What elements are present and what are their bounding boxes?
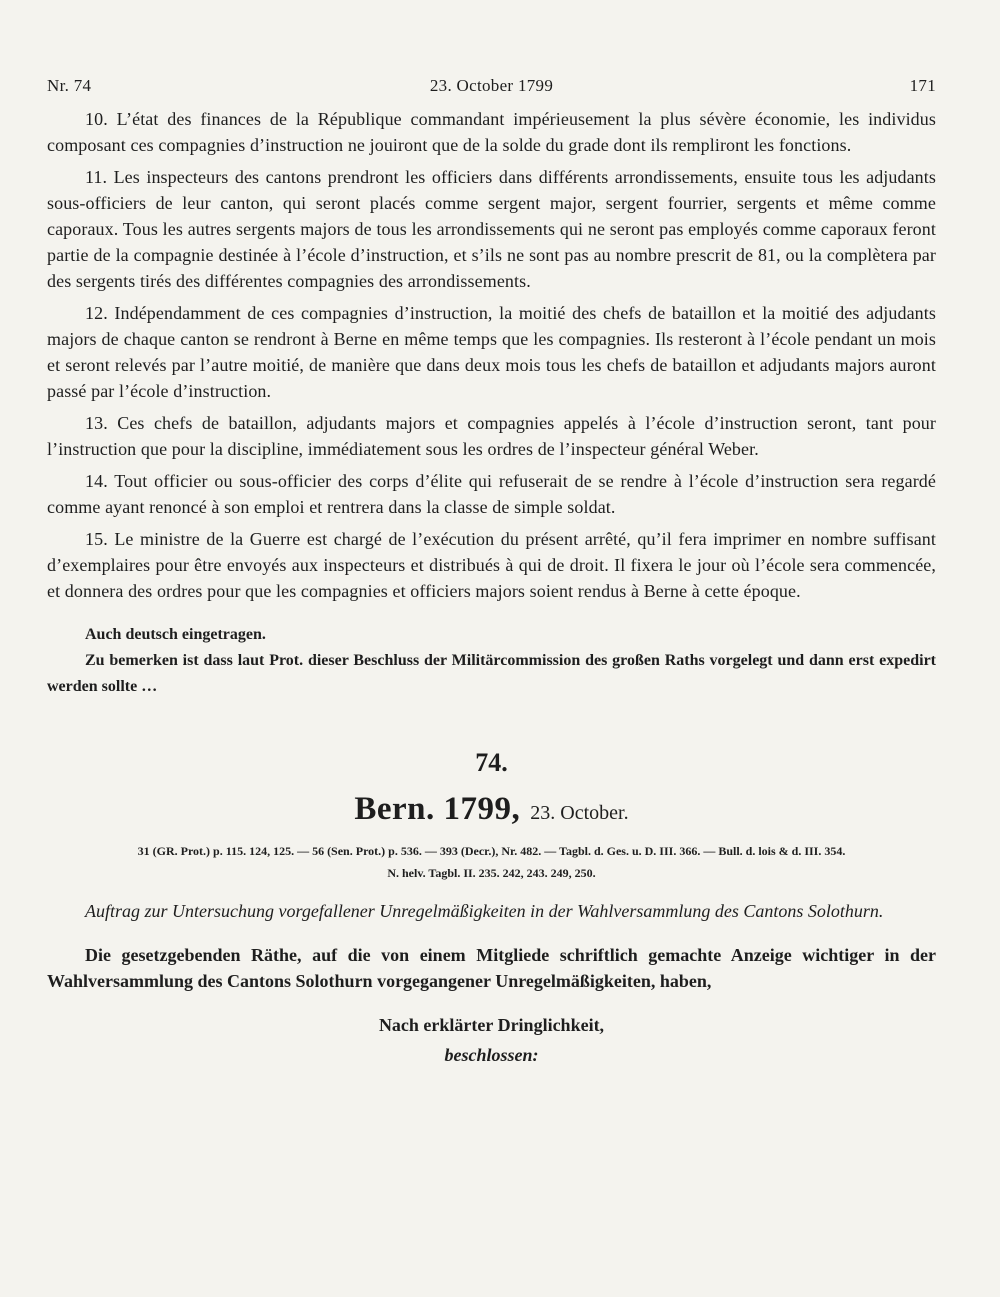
- document-number-header: Nr. 74: [47, 76, 92, 95]
- document-title: Auftrag zur Untersuchung vorgefallener Unregelmäßigkeiten in der Wahlversammlung des Cantons Solothurn.: [85, 901, 884, 921]
- running-head: [47, 76, 936, 106]
- source-line-1: 31 (GR. Prot.) p. 115. 124, 125. — 56 (Sen. Prot.) p. 536. — 393 (Decr.), Nr. 482. — Tagbl. d. Ges. u. D. III. 366. — Bull. d. lois & d. III. 354.: [137, 844, 846, 858]
- dateline-date: 23. October.: [530, 802, 629, 824]
- article-12: 12. Indépendamment de ces compagnies d’instruction, la moitié des chefs de bataillon et la moitié des adjudants majors de chaque canton se rendront à Berne en même temps que les compagnies. Ils resteront à l’école pendant un mois et seront relevés par l’autre moitié, de manière que dans deux mois tous les chefs de bataillon et adjudants majors auront passé par l’école d’instruction.: [47, 303, 936, 401]
- article-14: 14. Tout officier ou sous-officier des corps d’élite qui refuserait de se rendre à l’école d’instruction sera regardé comme ayant renoncé à son emploi et rentrera dans la classe de simple soldat.: [47, 471, 936, 517]
- resolved-line: beschlossen:: [444, 1045, 539, 1065]
- date-header: 23. October 1799: [429, 76, 554, 95]
- urgency-line: Nach erklärter Dringlichkeit,: [378, 1015, 605, 1035]
- preamble-paragraph: Die gesetzgebenden Räthe, auf die von einem Mitgliede schriftlich gemachte Anzeige wichtiger in der Wahlversammlung des Cantons Solothurn vorgegangener Unregelmäßigkeiten, haben,: [47, 945, 936, 991]
- page-number: 171: [909, 76, 936, 95]
- article-10: 10. L’état des finances de la République commandant impérieusement la plus sévère économie, les individus composant ces compagnies d’instruction ne jouiront que de la solde du grade dont ils rempliront les fonctions.: [47, 109, 936, 155]
- dateline: [47, 792, 936, 832]
- source-references: [47, 840, 936, 884]
- article-15: 15. Le ministre de la Guerre est chargé de l’exécution du présent arrêté, qu’il fera imprimer en nombre suffisant d’exemplaires pour être envoyés aux inspecteurs et distribués à qui de droit. Il fixera le jour où l’école sera commencée, et donnera des ordres pour que les compagnies et officiers majors soient rendus à Berne à cette époque.: [47, 529, 936, 601]
- document-heading-number: 74.: [475, 748, 508, 777]
- article-11: 11. Les inspecteurs des cantons prendront les officiers dans différents arrondissements, ensuite tous les adjudants sous-officiers de leur canton, qui seront placés comme sergent major, sergent fourrier, sergents et même comme caporaux. Tous les autres sergents majors de tous les arrondissements qui ne seront pas employés comme caporaux feront partie de la compagnie destinée à l’école d’instruction, et s’ils ne sont pas au nombre prescrit de 81, ou la complètera par des sergents tirés des différentes compagnies des arrondissements.: [47, 167, 936, 291]
- article-13: 13. Ces chefs de bataillon, adjudants majors et compagnies appelés à l’école d’instruction seront, tant pour l’instruction que pour la discipline, immédiatement sous les ordres de l’inspecteur général Weber.: [47, 413, 936, 459]
- registration-note: Auch deutsch eingetragen.: [85, 626, 266, 643]
- source-line-2: N. helv. Tagbl. II. 235. 242, 243. 249, 250.: [387, 866, 596, 880]
- place-year: Bern. 1799,: [354, 791, 521, 827]
- commission-note: Zu bemerken ist dass laut Prot. dieser Beschluss der Militärcommission des großen Raths vorgelegt und dann erst expedirt werden sollte …: [47, 652, 936, 695]
